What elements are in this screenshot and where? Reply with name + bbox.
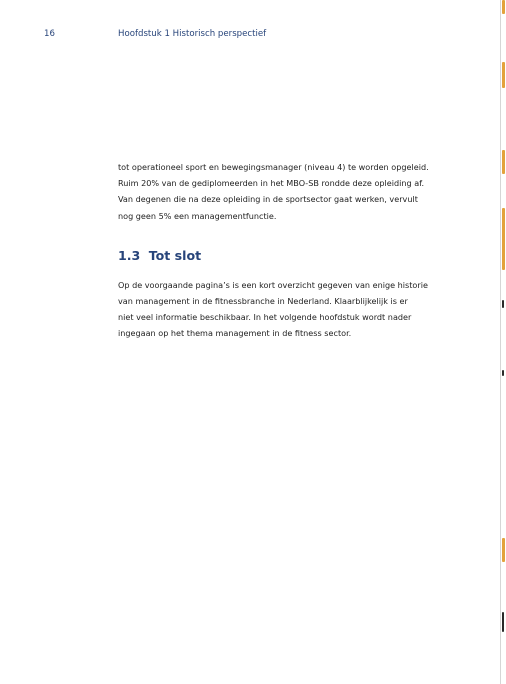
- section-number: 1.3: [118, 247, 141, 263]
- paragraph-line: Op de voorgaande pagina’s is een kort overzicht gegeven van enige historie: [118, 279, 428, 290]
- page-fold-line: [500, 0, 501, 684]
- page-content: [118, 159, 448, 342]
- paragraph-line: niet veel informatie beschikbaar. In het volgende hoofdstuk wordt nader: [118, 312, 412, 323]
- paragraph-line: tot operationeel sport en bewegingsmanager (niveau 4) te worden opgeleid.: [118, 162, 429, 172]
- adjacent-page-edge: [500, 0, 506, 684]
- paragraph-line: van management in de fitnessbranche in Nederland. Klaarblijkelijk is er: [118, 296, 408, 307]
- paragraph-line: Ruim 20% van de gediplomeerden in het MBO-SB rondde deze opleiding af.: [118, 178, 425, 189]
- paragraph-line: Van degenen die na deze opleiding in de sportsector gaat werken, vervult: [118, 194, 418, 205]
- edge-dark-mark: [502, 612, 504, 632]
- edge-color-mark: [502, 150, 505, 174]
- edge-color-mark: [502, 62, 505, 88]
- running-head: Hoofdstuk 1 Historisch perspectief: [118, 29, 267, 39]
- edge-dark-mark: [502, 300, 504, 308]
- edge-color-mark: [502, 0, 505, 14]
- page-header: [0, 27, 500, 41]
- section-heading: [118, 247, 448, 265]
- section-paragraph: [118, 277, 448, 342]
- section-title: Tot slot: [148, 247, 202, 263]
- page-number: 16: [44, 29, 55, 39]
- edge-dark-mark: [502, 370, 504, 376]
- paragraph-line: nog geen 5% een managementfunctie.: [118, 210, 277, 221]
- paragraph-line: ingegaan op het thema management in de fitness sector.: [118, 328, 352, 339]
- intro-paragraph: [118, 159, 448, 224]
- edge-color-mark: [502, 538, 505, 562]
- edge-color-mark: [502, 208, 505, 270]
